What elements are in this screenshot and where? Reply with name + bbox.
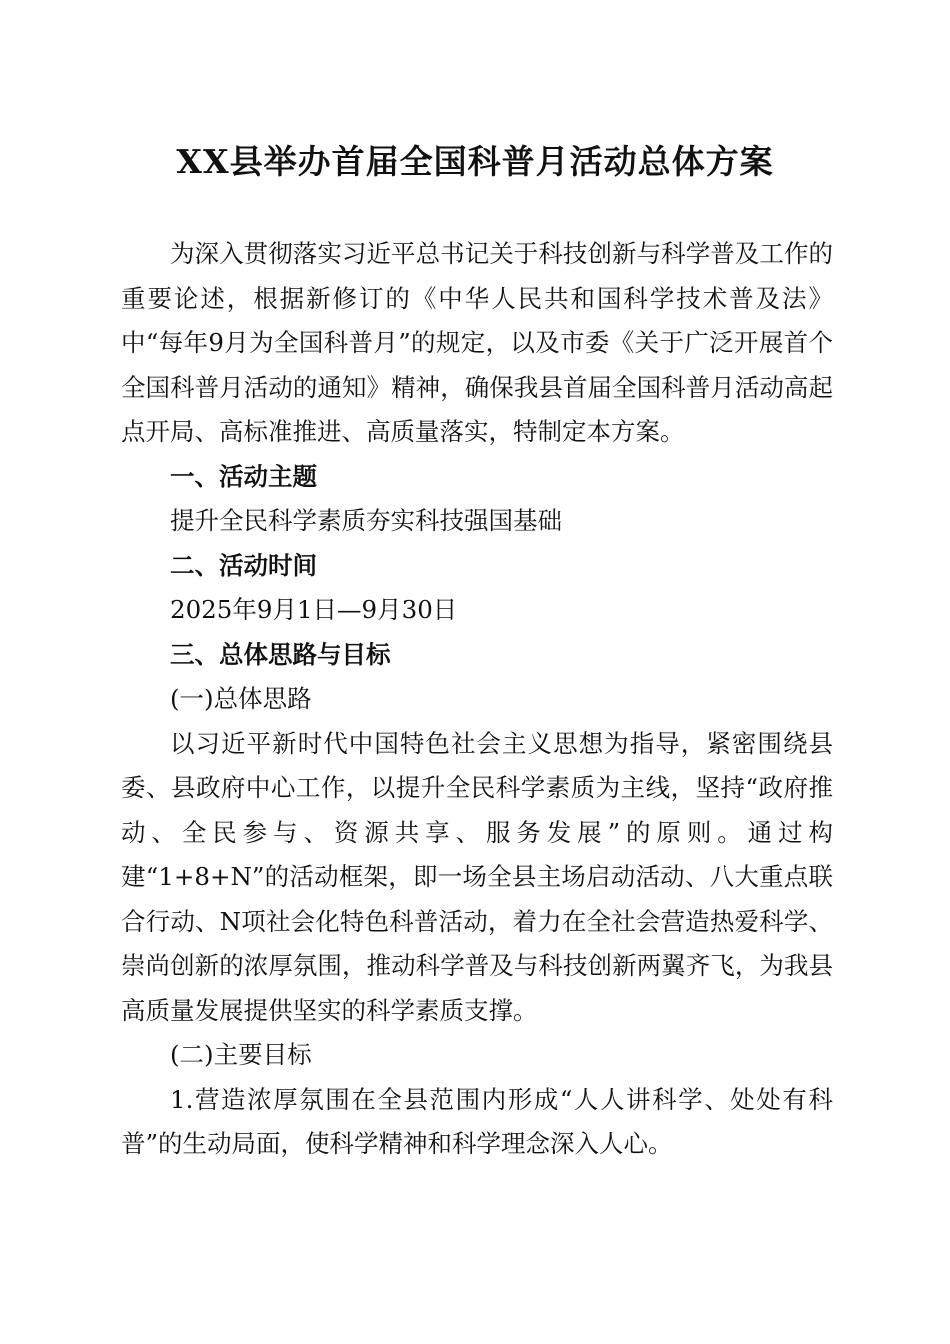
- section-heading-approach-goals: 三、总体思路与目标: [170, 639, 391, 669]
- overall-approach-paragraph: 以习近平新时代中国特色社会主义思想为指导，紧密围绕县委、县政府中心工作，以提升全民科学素质为主线，坚持“政府推动、全民参与、资源共享、服务发展”的原则。通过构建“1+8+N”的活动框架，即一场全县主场启动活动、八大重点联合行动、N项社会化特色科普活动，着力在全社会营造热爱科学、崇尚创新的浓厚氛围，推动科学普及与科技创新两翼齐飞，为我县高质量发展提供坚实的科学素质支撑。: [121, 728, 833, 1025]
- section-heading-theme: 一、活动主题: [170, 461, 317, 491]
- document-title: XX县举办首届全国科普月活动总体方案: [176, 142, 774, 181]
- subsection-heading-main-goals: (二)主要目标: [170, 1040, 312, 1069]
- intro-paragraph: 为深入贯彻落实习近平总书记关于科技创新与科学普及工作的重要论述，根据新修订的《中华人民共和国科学技术普及法》中“每年9月为全国科普月”的规定，以及市委《关于广泛开展首个全国科普月活动的通知》精神，确保我县首届全国科普月活动高起点开局、高标准推进、高质量落实，特制定本方案。: [121, 239, 833, 446]
- section-heading-time: 二、活动时间: [170, 550, 317, 580]
- time-text: 2025年9月1日—9月30日: [170, 595, 458, 624]
- theme-text: 提升全民科学素质夯实科技强国基础: [170, 506, 562, 535]
- document-body: [121, 232, 833, 1167]
- goal-item-1: 1.营造浓厚氛围在全县范围内形成“人人讲科学、处处有科普”的生动局面，使科学精神和科学理念深入人心。: [121, 1084, 833, 1158]
- subsection-heading-overall-approach: (一)总体思路: [170, 684, 312, 713]
